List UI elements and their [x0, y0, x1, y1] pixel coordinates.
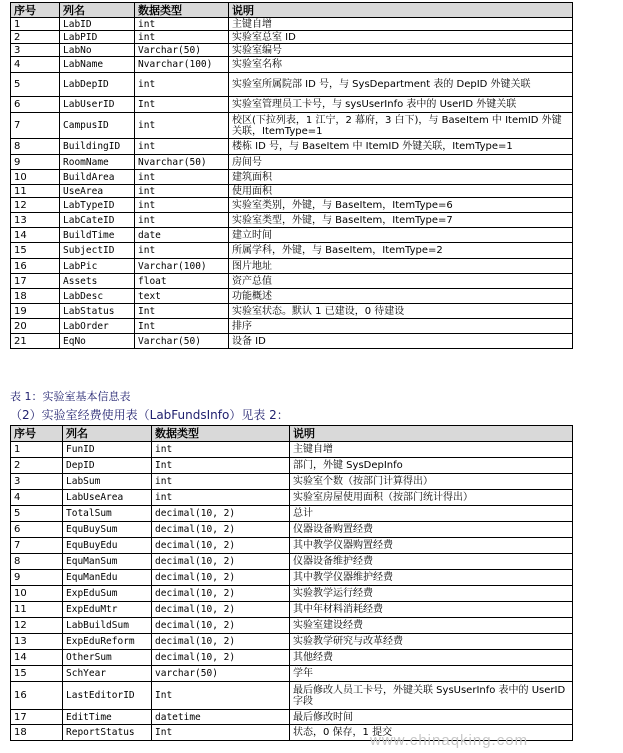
table-row — [11, 442, 573, 458]
cell-data-type: text — [135, 289, 229, 304]
cell-data-type: Int — [135, 97, 229, 113]
cell-index: 15 — [11, 243, 60, 259]
cell-column-name: EquManEdu — [63, 570, 152, 586]
cell-data-type: int — [135, 31, 229, 44]
table-row — [11, 97, 573, 113]
table-row — [11, 213, 573, 228]
cell-column-name: ExpEduMtr — [63, 602, 152, 618]
cell-data-type: float — [135, 274, 229, 289]
cell-data-type: int — [135, 113, 229, 139]
col-header-type: 数据类型 — [152, 426, 290, 442]
table-row — [11, 274, 573, 289]
cell-column-name: LabUseArea — [63, 490, 152, 506]
cell-description: 实验教学运行经费 — [290, 586, 573, 602]
cell-index: 1 — [11, 442, 63, 458]
cell-data-type: Nvarchar(100) — [135, 57, 229, 73]
cell-data-type: varchar(50) — [152, 666, 290, 682]
cell-column-name: LabUserID — [60, 97, 135, 113]
table-row — [11, 259, 573, 274]
cell-index: 5 — [11, 73, 60, 97]
cell-index: 3 — [11, 474, 63, 490]
cell-column-name: EquBuySum — [63, 522, 152, 538]
cell-column-name: LabPic — [60, 259, 135, 274]
cell-data-type: date — [135, 228, 229, 243]
cell-data-type: int — [135, 185, 229, 198]
cell-index: 2 — [11, 458, 63, 474]
cell-column-name: BuildingID — [60, 139, 135, 155]
cell-index: 7 — [11, 538, 63, 554]
cell-index: 6 — [11, 97, 60, 113]
table-row — [11, 522, 573, 538]
cell-column-name: TotalSum — [63, 506, 152, 522]
table-row — [11, 73, 573, 97]
cell-description: 实验室编号 — [229, 44, 573, 57]
cell-index: 16 — [11, 682, 63, 710]
cell-column-name: LabDesc — [60, 289, 135, 304]
cell-description: 其中教学仪器购置经费 — [290, 538, 573, 554]
cell-column-name: LabDepID — [60, 73, 135, 97]
cell-index: 14 — [11, 650, 63, 666]
cell-description: 图片地址 — [229, 259, 573, 274]
cell-description: 实验室类别，外键，与 BaseItem，ItemType=6 — [229, 198, 573, 213]
cell-description: 实验室个数（按部门计算得出） — [290, 474, 573, 490]
table-row — [11, 44, 573, 57]
cell-description: 实验教学研究与改革经费 — [290, 634, 573, 650]
cell-column-name: SchYear — [63, 666, 152, 682]
cell-description: 建筑面积 — [229, 170, 573, 185]
cell-data-type: decimal(10, 2) — [152, 650, 290, 666]
cell-index: 4 — [11, 490, 63, 506]
table-row — [11, 538, 573, 554]
col-header-index: 序号 — [11, 3, 60, 18]
cell-description: 其中年材料消耗经费 — [290, 602, 573, 618]
table-row — [11, 243, 573, 259]
cell-description: 实验室所属院部 ID 号，与 SysDepartment 表的 DepID 外键关联 — [229, 73, 573, 97]
table1-caption: 表 1：实验室基本信息表 — [10, 390, 131, 403]
cell-column-name: EquBuyEdu — [63, 538, 152, 554]
cell-data-type: Int — [152, 682, 290, 710]
table-row — [11, 139, 573, 155]
table-row — [11, 289, 573, 304]
col-header-column: 列名 — [60, 3, 135, 18]
col-header-index: 序号 — [11, 426, 63, 442]
cell-index: 11 — [11, 185, 60, 198]
cell-index: 8 — [11, 139, 60, 155]
cell-column-name: Assets — [60, 274, 135, 289]
cell-description: 实验室名称 — [229, 57, 573, 73]
cell-column-name: LabName — [60, 57, 135, 73]
cell-index: 18 — [11, 725, 63, 741]
table-row — [11, 666, 573, 682]
cell-data-type: decimal(10, 2) — [152, 522, 290, 538]
cell-column-name: LabCateID — [60, 213, 135, 228]
lab-funds-table — [10, 425, 573, 741]
cell-description: 所属学科，外键，与 BaseItem，ItemType=2 — [229, 243, 573, 259]
cell-column-name: LabNo — [60, 44, 135, 57]
table-row — [11, 57, 573, 73]
cell-column-name: EditTime — [63, 710, 152, 725]
cell-data-type: decimal(10, 2) — [152, 634, 290, 650]
cell-index: 1 — [11, 18, 60, 31]
table-row — [11, 304, 573, 319]
cell-data-type: Nvarchar(50) — [135, 155, 229, 170]
cell-description: 仪器设备维护经费 — [290, 554, 573, 570]
table-header-row — [11, 3, 573, 18]
cell-column-name: LabStatus — [60, 304, 135, 319]
cell-description: 最后修改人员工卡号，外键关联 SysUserInfo 表中的 UserID 字段 — [290, 682, 573, 710]
cell-description: 实验室总室 ID — [229, 31, 573, 44]
cell-index: 7 — [11, 113, 60, 139]
cell-description: 主键自增 — [229, 18, 573, 31]
watermark: www.chinaqking.com — [370, 732, 529, 749]
cell-column-name: LastEditorID — [63, 682, 152, 710]
cell-data-type: decimal(10, 2) — [152, 586, 290, 602]
cell-description: 学年 — [290, 666, 573, 682]
cell-column-name: LabSum — [63, 474, 152, 490]
table-row — [11, 602, 573, 618]
cell-index: 6 — [11, 522, 63, 538]
cell-description: 实验室建设经费 — [290, 618, 573, 634]
cell-column-name: EqNo — [60, 334, 135, 349]
cell-column-name: LabTypeID — [60, 198, 135, 213]
table-row — [11, 554, 573, 570]
cell-index: 17 — [11, 274, 60, 289]
cell-description: 楼栋 ID 号，与 BaseItem 中 ItemID 外键关联，ItemType=1 — [229, 139, 573, 155]
cell-data-type: decimal(10, 2) — [152, 506, 290, 522]
cell-column-name: LabID — [60, 18, 135, 31]
cell-description: 房间号 — [229, 155, 573, 170]
cell-data-type: int — [135, 139, 229, 155]
cell-data-type: int — [135, 198, 229, 213]
cell-index: 12 — [11, 198, 60, 213]
table-header-row — [11, 426, 573, 442]
cell-index: 11 — [11, 602, 63, 618]
cell-index: 8 — [11, 554, 63, 570]
cell-data-type: int — [152, 442, 290, 458]
cell-description: 实验室房屋使用面积（按部门统计得出） — [290, 490, 573, 506]
table-row — [11, 650, 573, 666]
table-row — [11, 228, 573, 243]
cell-index: 21 — [11, 334, 60, 349]
cell-column-name: LabBuildSum — [63, 618, 152, 634]
cell-column-name: ExpEduReform — [63, 634, 152, 650]
cell-data-type: int — [135, 243, 229, 259]
cell-index: 14 — [11, 228, 60, 243]
cell-index: 18 — [11, 289, 60, 304]
cell-description: 其他经费 — [290, 650, 573, 666]
cell-description: 最后修改时间 — [290, 710, 573, 725]
cell-description: 使用面积 — [229, 185, 573, 198]
table-row — [11, 710, 573, 725]
cell-description: 实验室状态。默认 1 已建设，0 待建设 — [229, 304, 573, 319]
table-row — [11, 198, 573, 213]
table-row — [11, 113, 573, 139]
cell-column-name: OtherSum — [63, 650, 152, 666]
table-row — [11, 618, 573, 634]
cell-data-type: int — [135, 18, 229, 31]
cell-column-name: FunID — [63, 442, 152, 458]
table-row — [11, 319, 573, 334]
table-row — [11, 474, 573, 490]
table-row — [11, 334, 573, 349]
cell-column-name: SubjectID — [60, 243, 135, 259]
cell-column-name: ReportStatus — [63, 725, 152, 741]
table-row — [11, 682, 573, 710]
cell-index: 5 — [11, 506, 63, 522]
cell-index: 10 — [11, 170, 60, 185]
cell-description: 状态，0 保存，1 提交 — [290, 725, 573, 741]
cell-data-type: Int — [152, 458, 290, 474]
cell-index: 13 — [11, 634, 63, 650]
cell-data-type: decimal(10, 2) — [152, 538, 290, 554]
cell-description: 部门，外键 SysDepInfo — [290, 458, 573, 474]
cell-index: 17 — [11, 710, 63, 725]
lab-info-table — [10, 2, 573, 349]
cell-description: 排序 — [229, 319, 573, 334]
cell-index: 10 — [11, 586, 63, 602]
table-row — [11, 155, 573, 170]
cell-column-name: ExpEduSum — [63, 586, 152, 602]
cell-index: 3 — [11, 44, 60, 57]
cell-description: 实验室类型，外键，与 BaseItem，ItemType=7 — [229, 213, 573, 228]
table-row — [11, 458, 573, 474]
table-row — [11, 170, 573, 185]
cell-column-name: BuildArea — [60, 170, 135, 185]
table-row — [11, 506, 573, 522]
section-heading: （2）实验室经费使用表（LabFundsInfo）见表 2： — [10, 408, 289, 422]
cell-description: 功能概述 — [229, 289, 573, 304]
cell-data-type: datetime — [152, 710, 290, 725]
cell-data-type: int — [135, 213, 229, 228]
cell-index: 9 — [11, 155, 60, 170]
cell-index: 15 — [11, 666, 63, 682]
cell-data-type: Int — [135, 304, 229, 319]
cell-data-type: Int — [135, 319, 229, 334]
table-row — [11, 18, 573, 31]
cell-index: 13 — [11, 213, 60, 228]
cell-description: 校区(下拉列表，1 江宁，2 幕府，3 白下)，与 BaseItem 中 ItemID 外键关联，ItemType=1 — [229, 113, 573, 139]
cell-data-type: int — [152, 474, 290, 490]
cell-data-type: Varchar(50) — [135, 44, 229, 57]
cell-data-type: decimal(10, 2) — [152, 618, 290, 634]
cell-data-type: decimal(10, 2) — [152, 602, 290, 618]
cell-data-type: Varchar(100) — [135, 259, 229, 274]
cell-index: 9 — [11, 570, 63, 586]
cell-column-name: DepID — [63, 458, 152, 474]
cell-data-type: int — [135, 73, 229, 97]
table-row — [11, 490, 573, 506]
cell-column-name: CampusID — [60, 113, 135, 139]
cell-index: 12 — [11, 618, 63, 634]
cell-column-name: EquManSum — [63, 554, 152, 570]
table-row — [11, 31, 573, 44]
cell-data-type: Varchar(50) — [135, 334, 229, 349]
cell-description: 建立时间 — [229, 228, 573, 243]
cell-column-name: UseArea — [60, 185, 135, 198]
cell-index: 4 — [11, 57, 60, 73]
cell-description: 实验室管理员工卡号，与 sysUserInfo 表中的 UserID 外键关联 — [229, 97, 573, 113]
table-row — [11, 586, 573, 602]
col-header-column: 列名 — [63, 426, 152, 442]
cell-description: 主键自增 — [290, 442, 573, 458]
table-row — [11, 634, 573, 650]
cell-column-name: LabPID — [60, 31, 135, 44]
table-row — [11, 185, 573, 198]
cell-data-type: decimal(10, 2) — [152, 554, 290, 570]
table-row — [11, 570, 573, 586]
cell-description: 仪器设备购置经费 — [290, 522, 573, 538]
col-header-type: 数据类型 — [135, 3, 229, 18]
cell-description: 设备 ID — [229, 334, 573, 349]
cell-data-type: int — [152, 490, 290, 506]
cell-description: 总计 — [290, 506, 573, 522]
cell-index: 2 — [11, 31, 60, 44]
cell-index: 20 — [11, 319, 60, 334]
col-header-desc: 说明 — [229, 3, 573, 18]
cell-column-name: RoomName — [60, 155, 135, 170]
col-header-desc: 说明 — [290, 426, 573, 442]
cell-index: 16 — [11, 259, 60, 274]
cell-data-type: decimal(10, 2) — [152, 570, 290, 586]
cell-column-name: LabOrder — [60, 319, 135, 334]
cell-data-type: int — [135, 170, 229, 185]
cell-description: 资产总值 — [229, 274, 573, 289]
cell-data-type: Int — [152, 725, 290, 741]
cell-column-name: BuildTime — [60, 228, 135, 243]
cell-description: 其中教学仪器维护经费 — [290, 570, 573, 586]
cell-index: 19 — [11, 304, 60, 319]
